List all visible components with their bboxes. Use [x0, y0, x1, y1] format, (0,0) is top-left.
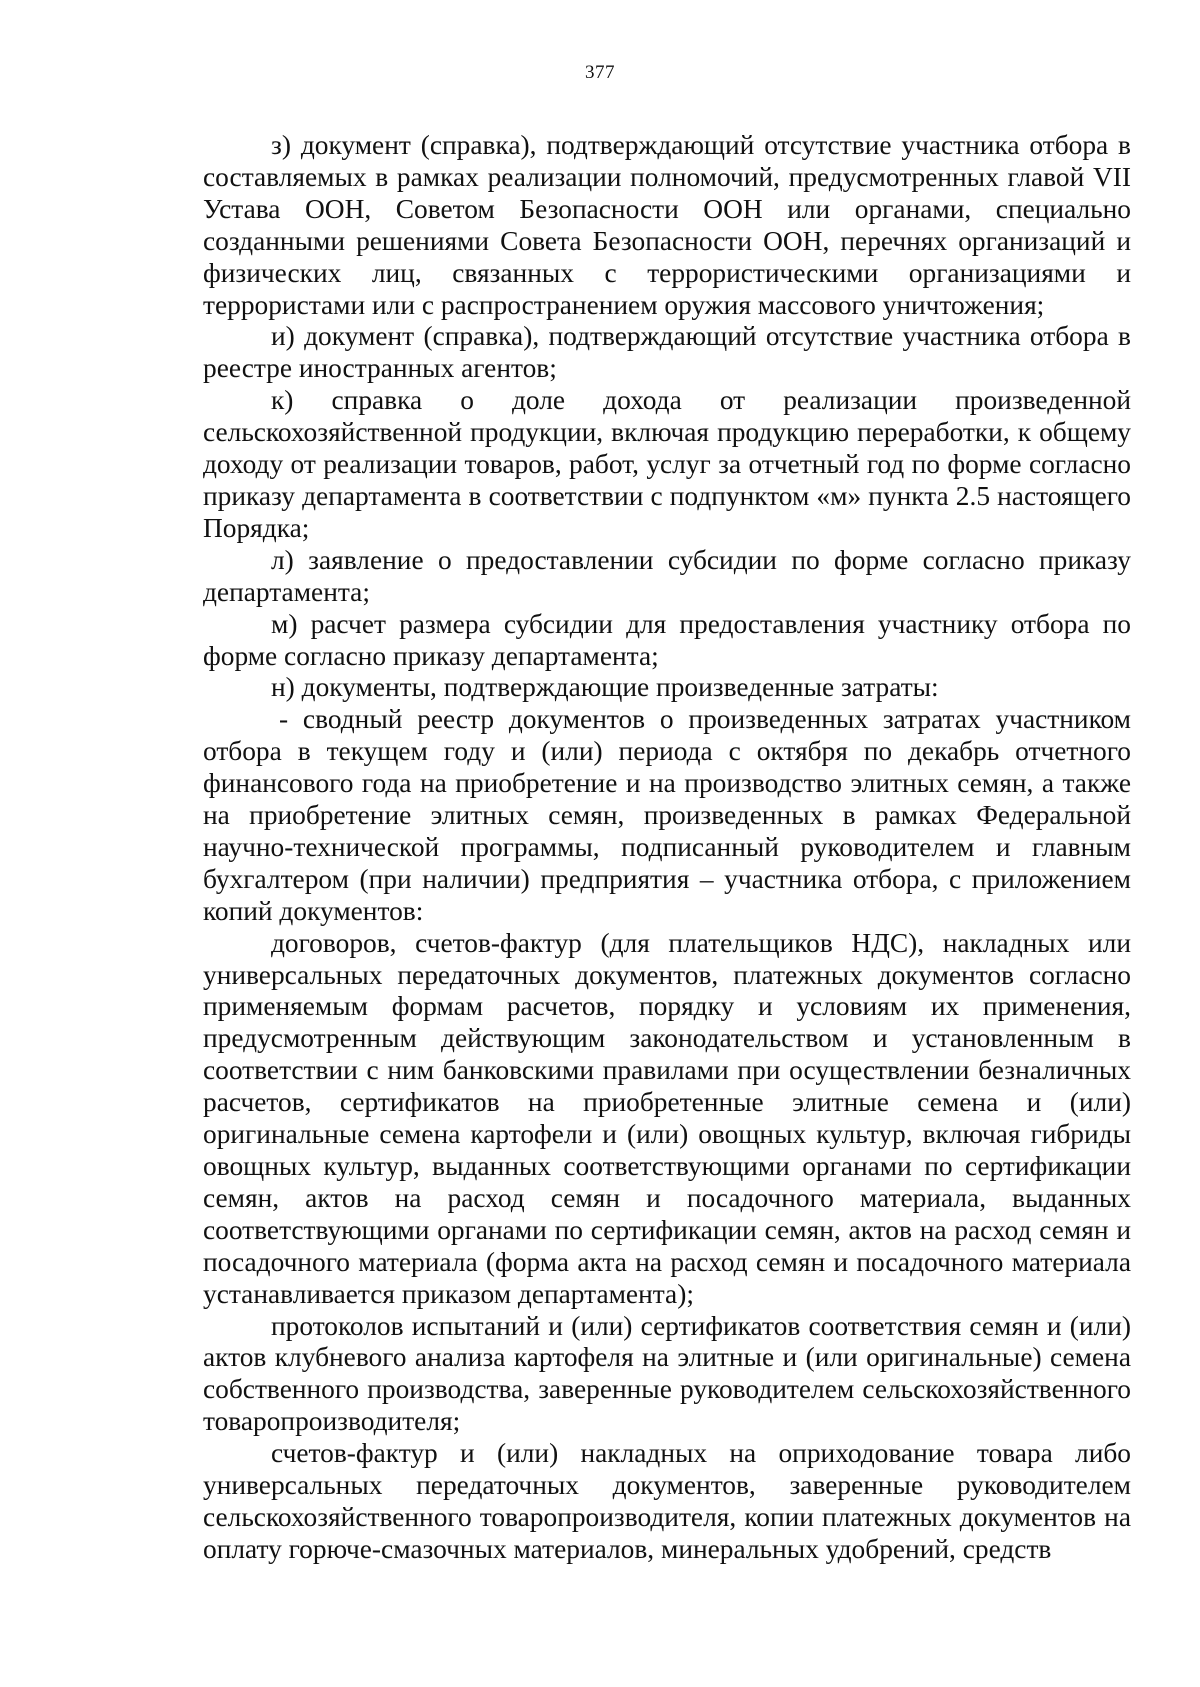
paragraph-protocols: протоколов испытаний и (или) сертификатов соответствия семян и (или) актов клубневого анализа картофеля на элитные и (или оригинальные) семена собственного производства, заверенные руководителем сельскохозяйственного товаропроизводителя;	[203, 1310, 1131, 1437]
paragraph-summary-registry: - сводный реестр документов о произведенных затратах участником отбора в текущем году и (или) периода с октября по декабрь отчетного финансового года на приобретение и на производство элитных семян, а также на приобретение элитных семян, произведенных в рамках Федеральной научно-технической программы, подписанный руководителем и главным бухгалтером (при наличии) предприятия – участника отбора, с приложением копий документов:	[203, 704, 1131, 926]
paragraph-i: и) документ (справка), подтверждающий отсутствие участника отбора в реестре иностранных агентов;	[203, 321, 1131, 384]
paragraph-n: н) документы, подтверждающие произведенные затраты:	[271, 672, 939, 703]
paragraph-z: з) документ (справка), подтверждающий отсутствие участника отбора в составляемых в рамках реализации полномочий, предусмотренных главой VII Устава ООН, Советом Безопасности ООН или органами, специально созданными решениями Совета Безопасности ООН, перечнях организаций и физических лиц, связанных с террористическими организациями и террористами или с распространением оружия массового уничтожения;	[203, 130, 1131, 320]
document-body	[203, 130, 1131, 1566]
paragraph-l: л) заявление о предоставлении субсидии по форме согласно приказу департамента;	[203, 544, 1131, 607]
page-number: 377	[585, 62, 615, 83]
paragraph-invoices: счетов-фактур и (или) накладных на оприходование товара либо универсальных передаточных документов, заверенные руководителем сельскохозяйственного товаропроизводителя, копии платежных документов на оплату горюче-смазочных материалов, минеральных удобрений, средств	[203, 1438, 1131, 1564]
paragraph-k: к) справка о доле дохода от реализации произведенной сельскохозяйственной продукции, включая продукцию переработки, к общему доходу от реализации товаров, работ, услуг за отчетный год по форме согласно приказу департамента в соответствии с подпунктом «м» пункта 2.5 настоящего Порядка;	[203, 385, 1131, 543]
paragraph-contracts: договоров, счетов-фактур (для плательщиков НДС), накладных или универсальных передаточных документов, платежных документов согласно применяемым формам расчетов, порядку и условиям их применения, предусмотренным действующим законодательством и установленным в соответствии с ним банковскими правилами при осуществлении безналичных расчетов, сертификатов на приобретенные элитные семена и (или) оригинальные семена картофели и (или) овощных культур, включая гибриды овощных культур, выданных соответствующими органами по сертификации семян, актов на расход семян и посадочного материала, выданных соответствующими органами по сертификации семян, актов на расход семян и посадочного материала (форма акта на расход семян и посадочного материала устанавливается приказом департамента);	[203, 927, 1131, 1309]
paragraph-m: м) расчет размера субсидии для предоставления участнику отбора по форме согласно приказу департамента;	[203, 608, 1131, 671]
